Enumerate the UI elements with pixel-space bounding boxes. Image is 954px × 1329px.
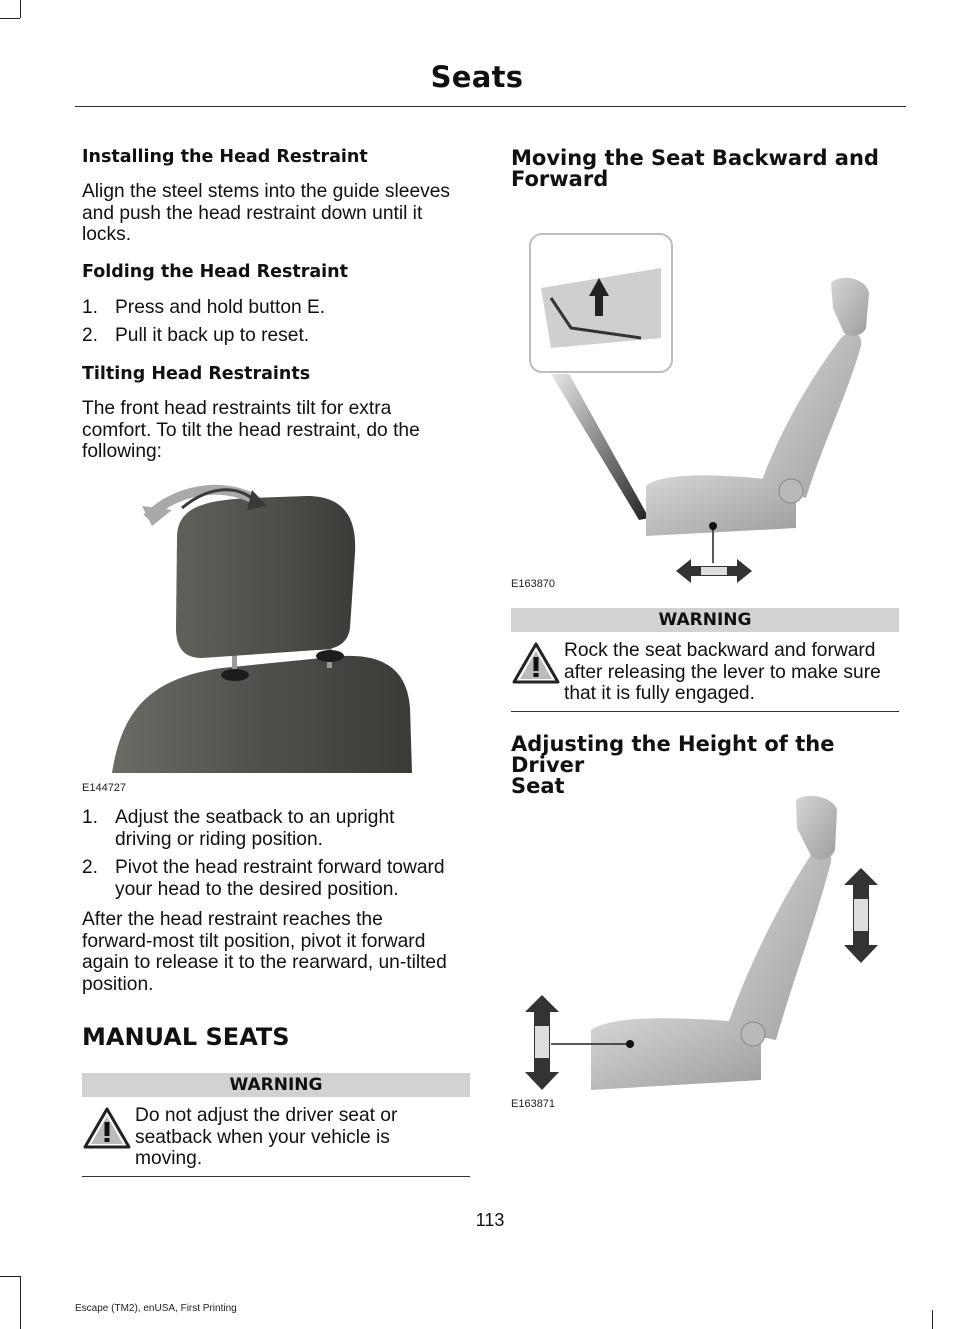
- seat-fore-aft-illustration: [511, 228, 901, 588]
- figure-code: E163871: [511, 1098, 556, 1110]
- folding-heading: Folding the Head Restraint: [82, 262, 348, 282]
- text-line: After the head restraint reaches the: [82, 909, 383, 930]
- crop-mark: [0, 1276, 20, 1277]
- crop-mark: [20, 0, 21, 18]
- text-line: forward-most tilt position, pivot it forward: [82, 930, 426, 952]
- height-heading: [511, 734, 901, 797]
- tilting-heading: Tilting Head Restraints: [82, 364, 311, 384]
- warning-triangle-icon: [82, 1106, 132, 1150]
- list-text: [115, 807, 394, 850]
- text-line: and push the head restraint down until it: [82, 202, 423, 224]
- text-line: that it is fully engaged.: [564, 683, 755, 705]
- warning-header: WARNING: [511, 608, 899, 632]
- text-line: position.: [82, 973, 154, 995]
- heading-line: Seat: [511, 774, 565, 798]
- manual-seats-heading: MANUAL SEATS: [82, 1023, 290, 1051]
- text-line: Align the steel stems into the guide sleeves: [82, 181, 450, 202]
- text-line: following:: [82, 441, 162, 463]
- figure-code: E163870: [511, 578, 556, 590]
- crop-mark: [932, 1310, 933, 1329]
- heading-line: Moving the Seat Backward and: [511, 146, 879, 170]
- page-title: Seats: [430, 60, 524, 94]
- list-number: 1.: [82, 297, 99, 318]
- text-line: Pivot the head restraint forward toward: [115, 857, 445, 878]
- text-line: moving.: [135, 1148, 203, 1170]
- tilting-after: [82, 909, 447, 995]
- warning-text: [564, 640, 904, 705]
- warning-triangle-icon: [511, 641, 561, 685]
- text-line: again to release it to the rearward, un-tilted: [82, 952, 447, 974]
- warning-header: WARNING: [82, 1073, 470, 1097]
- warning-divider: [511, 711, 899, 712]
- list-number: 2.: [82, 857, 99, 878]
- footer-text: Escape (TM2), enUSA, First Printing: [75, 1303, 237, 1314]
- text-line: driving or riding position.: [115, 828, 323, 850]
- installing-heading: Installing the Head Restraint: [82, 147, 368, 167]
- double-arrow-icon: [676, 559, 752, 583]
- text-line: Rock the seat backward and forward: [564, 640, 876, 661]
- list-text: [115, 857, 445, 900]
- double-arrow-icon: [525, 995, 559, 1090]
- text-line: locks.: [82, 224, 132, 246]
- seat-height-illustration: [511, 790, 901, 1100]
- moving-heading: [511, 148, 879, 190]
- head-restraint-illustration: [82, 478, 472, 778]
- text-line: Do not adjust the driver seat or: [135, 1105, 398, 1126]
- crop-mark: [20, 1276, 21, 1329]
- text-line: seatback when your vehicle is: [135, 1126, 390, 1148]
- tilting-body: [82, 398, 420, 463]
- text-line: The front head restraints tilt for extra: [82, 398, 392, 419]
- list-text: Pull it back up to reset.: [115, 325, 310, 346]
- figure-code: E144727: [82, 782, 127, 794]
- heading-line: Forward: [511, 167, 609, 191]
- double-arrow-icon: [844, 868, 878, 963]
- installing-body: [82, 181, 450, 246]
- text-line: after releasing the lever to make sure: [564, 661, 881, 683]
- list-number: 2.: [82, 325, 99, 346]
- warning-text: [135, 1105, 475, 1170]
- list-text: Press and hold button E.: [115, 297, 326, 318]
- list-number: 1.: [82, 807, 99, 828]
- warning-divider: [82, 1176, 470, 1177]
- crop-mark: [0, 18, 20, 19]
- page-number: 113: [475, 1210, 505, 1230]
- heading-line: Adjusting the Height of the Driver: [511, 732, 835, 777]
- title-divider: [75, 106, 906, 107]
- text-line: your head to the desired position.: [115, 878, 399, 900]
- text-line: comfort. To tilt the head restraint, do the: [82, 419, 420, 441]
- text-line: Adjust the seatback to an upright: [115, 807, 395, 828]
